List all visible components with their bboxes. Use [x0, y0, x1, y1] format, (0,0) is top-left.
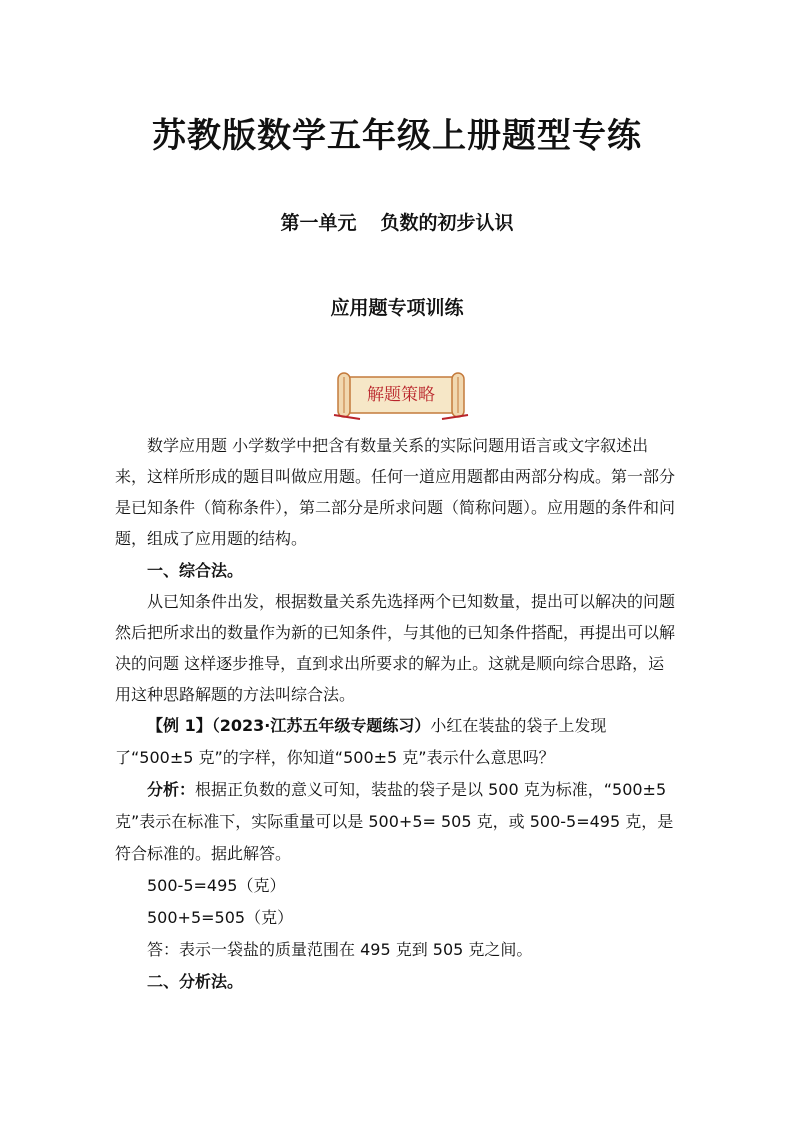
method1-heading: 一、综合法。 [147, 561, 244, 580]
analysis-line [115, 774, 680, 870]
calc-line-1: 500-5=495（克） [147, 876, 286, 895]
analysis-text: 根据正负数的意义可知，装盐的袋子是以 500 克为标准，“500±5 克”表示在标准下，实际重量可以是 500+5= 505 克，或 500-5=495 克，是符合标准的。据此解答。 [115, 780, 674, 863]
method1-block [115, 555, 680, 710]
section-heading: 应用题专项训练 [330, 297, 464, 319]
intro-paragraph [115, 430, 680, 554]
example-question: 小红在装盐的袋子上发现了“500±5 克”的字样，你知道“500±5 克”表示什么意思吗？ [115, 716, 607, 767]
example-tag: 【例 1】（2023·江苏五年级专题练习） [147, 716, 431, 735]
calc-line-2: 500+5=505（克） [147, 908, 294, 927]
document-title: 苏教版数学五年级上册题型专练 [152, 116, 642, 156]
strategy-banner [332, 369, 470, 421]
method2-heading: 二、分析法。 [147, 972, 244, 991]
intro-text: 数学应用题 小学数学中把含有数量关系的实际问题用语言或文字叙述出来，这样所形成的题目叫做应用题。任何一道应用题都由两部分构成。第一部分是已知条件（简称条件），第二部分是所求问题（简称问题）。应用题的条件和问题，组成了应用题的结构。 [115, 436, 676, 548]
banner-label: 解题策略 [367, 385, 435, 405]
example-block [115, 710, 680, 998]
unit-name: 第一单元 [280, 212, 357, 234]
example-line [115, 710, 680, 774]
unit-topic: 负数的初步认识 [380, 212, 514, 234]
analysis-label: 分析： [147, 780, 196, 799]
unit-heading [0, 208, 794, 235]
answer-line: 答：表示一袋盐的质量范围在 495 克到 505 克之间。 [147, 940, 533, 959]
method1-text: 从已知条件出发，根据数量关系先选择两个已知数量，提出可以解决的问题然后把所求出的数量作为新的已知条件，与其他的已知条件搭配，再提出可以解决的问题 这样逐步推导，直到求出所要求的解为止。这就是顺向综合思路，运用这种思路解题的方法叫综合法。 [115, 592, 676, 704]
